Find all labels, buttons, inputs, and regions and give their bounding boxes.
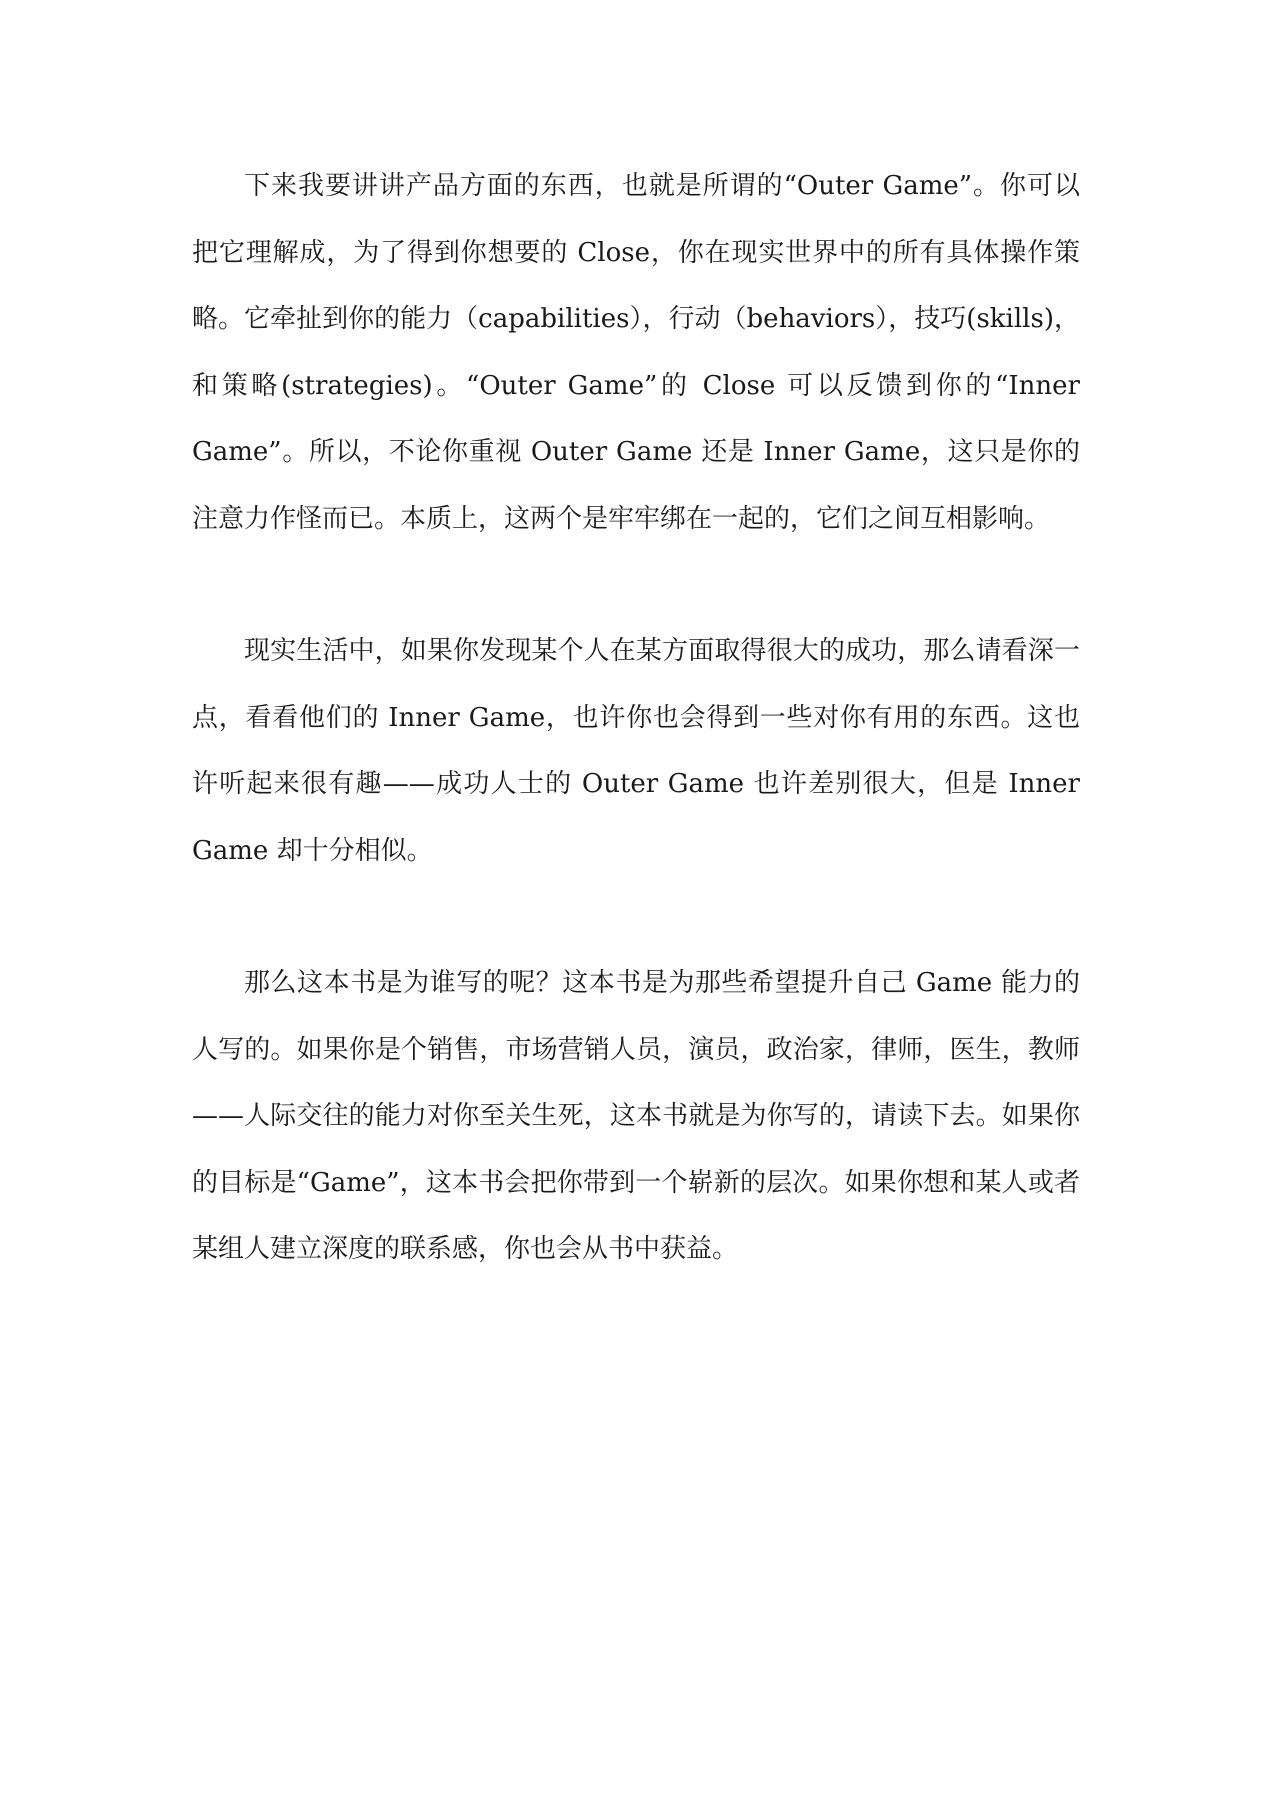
paragraph-target-audience: 那么这本书是为谁写的呢？这本书是为那些希望提升自己 Game 能力的人写的。如果你是个销售，市场营销人员，演员，政治家，律师，医生，教师——人际交往的能力对你至关生死，这本书就是为你写的，请读下去。如果你的目标是“Game”，这本书会把你带到一个崭新的层次。如果你想和某人或者某组人建立深度的联系感，你也会从书中获益。: [192, 968, 1080, 1264]
paragraph-outer-game: 下来我要讲讲产品方面的东西，也就是所谓的“Outer Game”。你可以把它理解成，为了得到你想要的 Close，你在现实世界中的所有具体操作策略。它牵扯到你的能力（capabilities），行动（behaviors），技巧(skills)，和策略(strategies)。“Outer Game”的 Close 可以反馈到你的“Inner Game”。所以，不论你重视 Outer Game 还是 Inner Game，这只是你的注意力作怪而已。本质上，这两个是牢牢绑在一起的，它们之间互相影响。: [192, 171, 1080, 534]
paragraph-inner-game-success: 现实生活中，如果你发现某个人在某方面取得很大的成功，那么请看深一点，看看他们的 Inner Game，也许你也会得到一些对你有用的东西。这也许听起来很有趣——成功人士的 Outer Game 也许差别很大，但是 Inner Game 却十分相似。: [192, 636, 1080, 866]
body-text: [192, 153, 1080, 1283]
